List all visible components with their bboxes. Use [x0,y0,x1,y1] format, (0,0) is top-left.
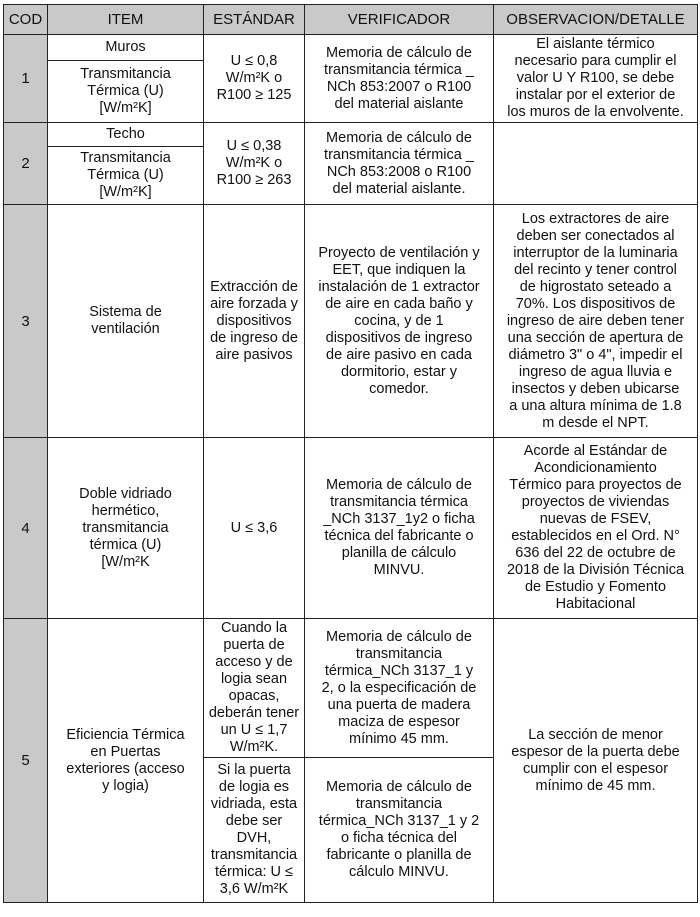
row-item: Doble vidriado hermético, transmitancia térmica (U) [W/m²K [48,438,204,619]
row-verificador: Memoria de cálculo de transmitancia térmica _NCh 3137_1y2 o ficha técnica del fabricante o planilla de cálculo MINVU. [305,438,494,619]
row-item-sub: Transmitancia Térmica (U) [W/m²K] [48,60,204,122]
header-verificador: VERIFICADOR [305,5,494,35]
table-row [4,123,698,147]
header-item: ITEM [48,5,204,35]
header-observacion: OBSERVACION/DETALLE [494,5,698,35]
row-cod: 5 [4,619,48,903]
header-estandar: ESTÁNDAR [204,5,305,35]
row-verificador-glazed: Memoria de cálculo de transmitancia térmica_NCh 3137_1 y 2 o ficha técnica del fabricante o planilla de cálculo MINVU. [305,758,494,903]
row-verificador: Memoria de cálculo de transmitancia térmica _ NCh 853:2007 o R100 del material aislante [305,35,494,123]
row-observacion: El aislante térmico necesario para cumplir el valor U Y R100, se debe instalar por el exterior de los muros de la envolvente. [494,35,698,123]
row-estandar: U ≤ 3,6 [204,438,305,619]
table-row [4,205,698,438]
row-item-sub: Transmitancia Térmica (U) [W/m²K] [48,147,204,205]
table-row [4,619,698,758]
row-item-title: Techo [48,123,204,147]
row-estandar: U ≤ 0,8 W/m²K o R100 ≥ 125 [204,35,305,123]
row-cod: 3 [4,205,48,438]
row-item-title: Muros [48,35,204,61]
table-row [4,35,698,61]
row-cod: 2 [4,123,48,205]
row-observacion: Los extractores de aire deben ser conectados al interruptor de la luminaria del recinto y tener control de higrostato seteado a 70%. Los dispositivos de ingreso de aire deben tener una sección de apertura de diámetro 3" o 4", impedir el ingreso de agua lluvia e insectos y deben ubicarse a una altura mínima de 1.8 m desde el NPT. [494,205,698,438]
row-verificador: Proyecto de ventilación y EET, que indiquen la instalación de 1 extractor de aire en cada baño y cocina, y de 1 dispositivos de ingreso de aire pasivo en cada dormitorio, estar y comedor. [305,205,494,438]
row-estandar-glazed: Si la puerta de logia es vidriada, esta debe ser DVH, transmitancia térmica: U ≤ 3,6 W/m²K [204,758,305,903]
row-estandar: Extracción de aire forzada y dispositivos de ingreso de aire pasivos [204,205,305,438]
row-observacion: Acorde al Estándar de Acondicionamiento Térmico para proyectos de proyectos de viviendas nuevas de FSEV, establecidos en el Ord. N° 636 del 22 de octubre de 2018 de la División Técnica de Estudio y Fomento Habitacional [494,438,698,619]
row-cod: 4 [4,438,48,619]
row-observacion: La sección de menor espesor de la puerta debe cumplir con el espesor mínimo de 45 mm. [494,619,698,903]
row-item: Eficiencia Térmica en Puertas exteriores (acceso y logia) [48,619,204,903]
row-estandar: U ≤ 0,38 W/m²K o R100 ≥ 263 [204,123,305,205]
table-row [4,438,698,619]
row-estandar-opaque: Cuando la puerta de acceso y de logia sean opacas, deberán tener un U ≤ 1,7 W/m²K. [204,619,305,758]
row-verificador-opaque: Memoria de cálculo de transmitancia térmica_NCh 3137_1 y 2, o la especificación de una puerta de madera maciza de espesor mínimo 45 mm. [305,619,494,758]
row-item: Sistema de ventilación [48,205,204,438]
header-cod: COD [4,5,48,35]
header-row [4,5,698,35]
row-cod: 1 [4,35,48,123]
row-observacion [494,123,698,205]
row-verificador: Memoria de cálculo de transmitancia térmica _ NCh 853:2008 o R100 del material aislante. [305,123,494,205]
standards-table [3,4,698,903]
